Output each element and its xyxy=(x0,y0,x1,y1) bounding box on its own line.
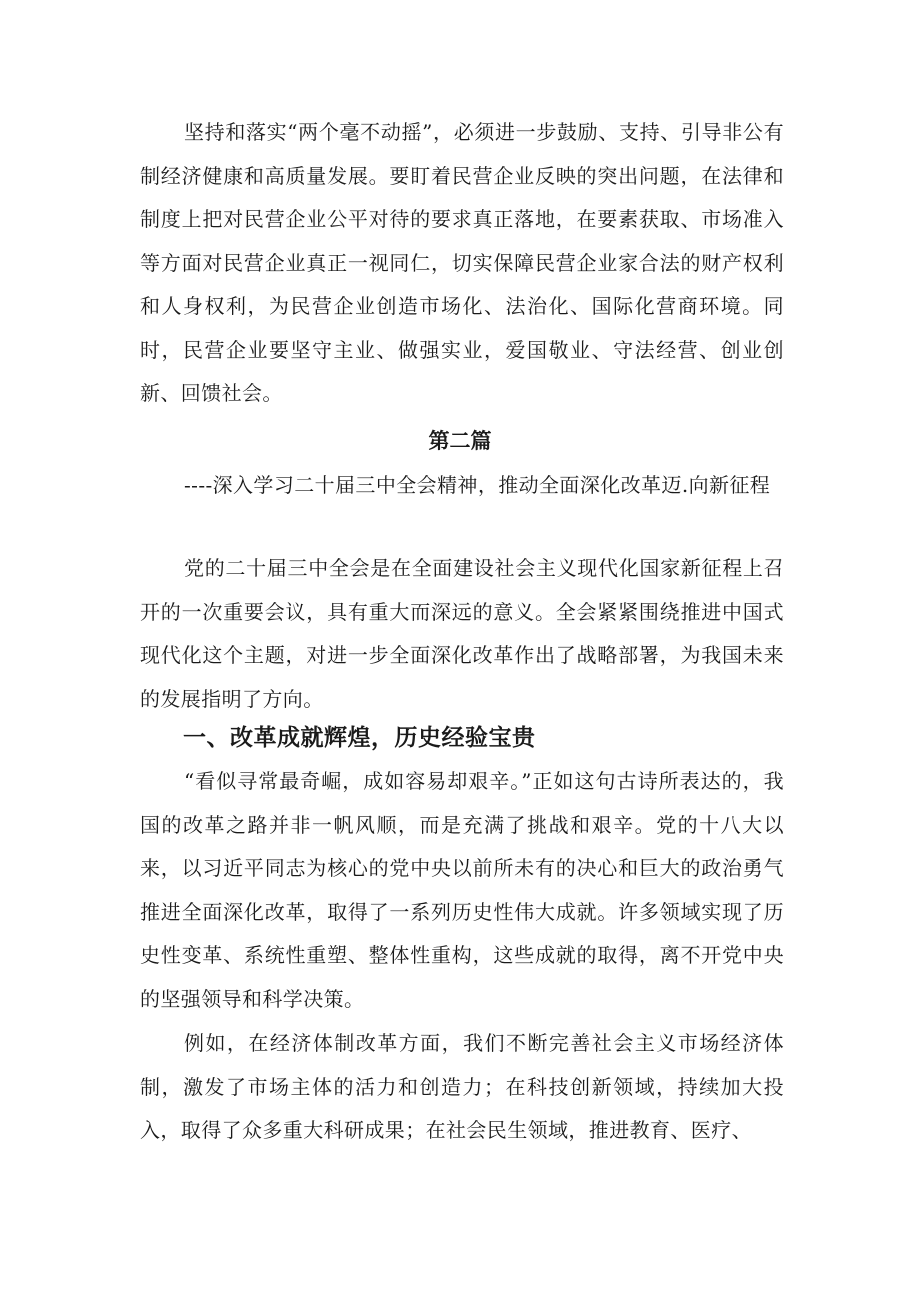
chapter-subtitle: ----深入学习二十届三中全会精神，推动全面深化改革迈.向新征程 xyxy=(184,473,771,497)
body-paragraph: “看似寻常最奇崛，成如容易却艰辛。”正如这句古诗所表达的，我国的改革之路并非一帆风顺，而是充满了挑战和艰辛。党的十八大以来，以习近平同志为核心的党中央以前所未有的决心和巨大的政治勇气推进全面深化改革，取得了一系列历史性伟大成就。许多领域实现了历史性变革、系统性重塑、整体性重构，这些成就的取得，离不开党中央的坚强领导和科学决策。 xyxy=(140,769,784,1011)
chapter-title: 第二篇 xyxy=(428,429,492,453)
body-paragraph: 例如，在经济体制改革方面，我们不断完善社会主义市场经济体制，激发了市场主体的活力和创造力；在科技创新领域，持续加大投入，取得了众多重大科研成果；在社会民生领域，推进教育、医疗、 xyxy=(140,1031,784,1142)
section-heading: 一、改革成就辉煌，历史经验宝贵 xyxy=(183,725,536,751)
body-paragraph: 坚持和落实“两个毫不动摇”，必须进一步鼓励、支持、引导非公有制经济健康和高质量发展。要盯着民营企业反映的突出问题，在法律和制度上把对民营企业公平对待的要求真正落地，在要素获取、市场准入等方面对民营企业真正一视同仁，切实保障民营企业家合法的财产权利和人身权利，为民营企业创造市场化、法治化、国际化营商环境。同时，民营企业要坚守主业、做强实业，爱国敬业、守法经营、创业创新、回馈社会。 xyxy=(140,120,784,405)
body-paragraph: 党的二十届三中全会是在全面建设社会主义现代化国家新征程上召开的一次重要会议，具有重大而深远的意义。全会紧紧围绕推进中国式现代化这个主题，对进一步全面深化改革作出了战略部署，为我国未来的发展指明了方向。 xyxy=(140,556,784,711)
